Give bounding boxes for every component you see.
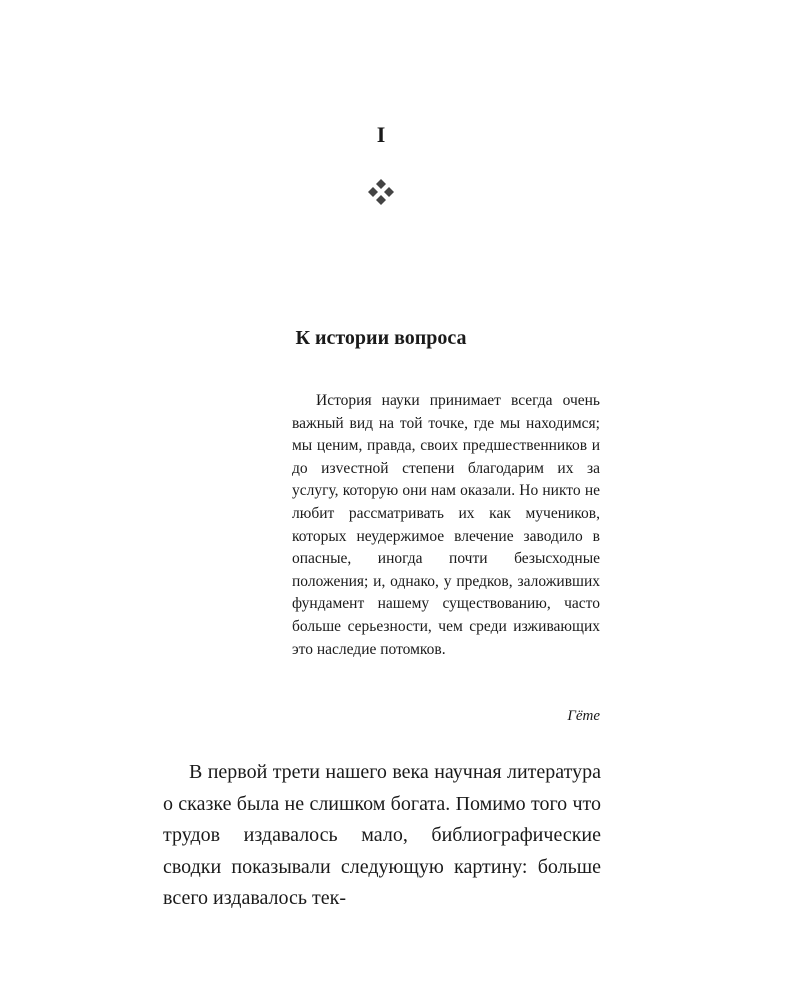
chapter-number: I <box>376 122 386 147</box>
body-text <box>163 757 601 915</box>
epigraph <box>292 390 600 661</box>
body-paragraph: В первой трети нашего века научная литература о сказке была не слишком богата. Помимо того что трудов издавалось мало, библиографические сводки показывали следующую картину: больше всего издавалось тек- <box>163 761 601 909</box>
epigraph-text: История науки принимает всегда очень важный вид на той точке, где мы находимся; мы ценим, правда, своих предшественников и до изvестной степени благодарим их за услугу, которую они нам оказали. Но никто не любит рассматривать их как мучеников, которых неудержимое влечение заводило в опасные, иногда почти безысходные положения; и, однако, у предков, заложивших фундамент нашему существованию, часто больше серьезности, чем среди изживающих это наследие потомков. <box>292 392 600 658</box>
epigraph-author: Гёте <box>567 708 600 724</box>
four-diamond-ornament-icon <box>365 176 397 208</box>
chapter-title: К истории вопроса <box>295 327 467 349</box>
